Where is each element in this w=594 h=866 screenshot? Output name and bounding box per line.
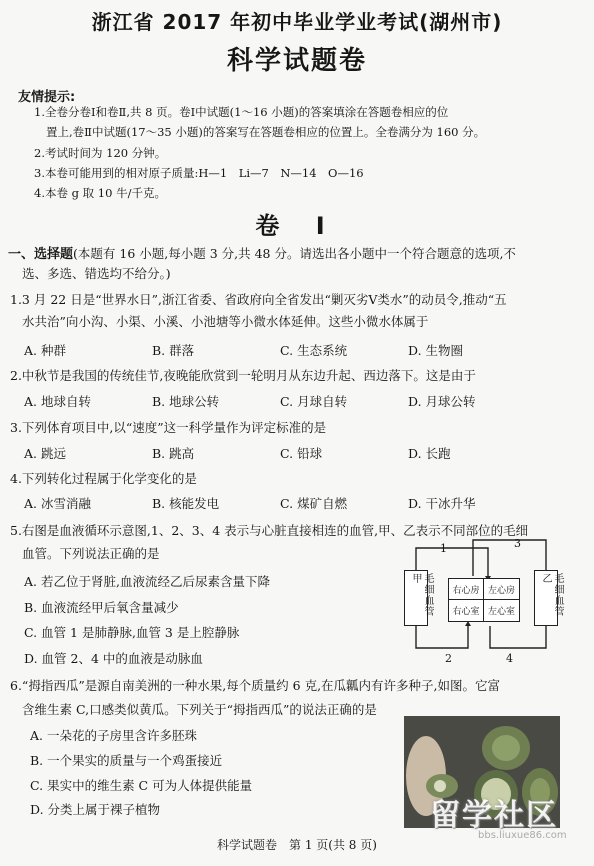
capillary-jia-box — [404, 570, 433, 626]
vessel-label-2: 2 — [445, 652, 452, 665]
capillary-jia-label: 毛细血管甲 — [410, 573, 433, 617]
capillary-yi-label: 毛细血管乙 — [540, 573, 563, 617]
tips-line: 1.全卷分卷Ⅰ和卷Ⅱ,共 8 页。卷Ⅰ中试题(1～16 小题)的答案填涂在答题卷相应的位 — [34, 105, 449, 119]
exam-title: 浙江省 2017 年初中毕业学业考试(湖州市) — [91, 10, 503, 34]
vessel-label-4: 4 — [506, 652, 513, 665]
volume-title: 卷 Ⅰ — [255, 212, 339, 240]
question-6-option-c: C. 果实中的维生素 C 可为人体提供能量 — [30, 778, 253, 793]
section-heading: 一、选择题 — [8, 247, 74, 262]
tips-line: 置上,卷Ⅱ中试题(17～35 小题)的答案写在答题卷相应的位置上。全卷满分为 160 分。 — [46, 125, 486, 139]
question-4-option-a: A. 冰雪消融 — [24, 496, 91, 511]
question-2-option-d: D. 月球公转 — [408, 394, 476, 409]
question-1-line: 1.3 月 22 日是“世界水日”,浙江省委、省政府向全省发出“剿灭劣Ⅴ类水”的动员令,推动“五 — [10, 292, 507, 307]
question-4-option-b: B. 核能发电 — [152, 496, 220, 511]
tips-line: 3.本卷可能用到的相对原子质量:H—1 Li—7 N—14 O—16 — [34, 166, 364, 180]
left-atrium: 左心房 — [484, 579, 519, 600]
heart-chambers — [448, 578, 520, 622]
page-footer: 科学试题卷 第 1 页(共 8 页) — [217, 838, 377, 852]
right-atrium: 右心房 — [449, 579, 484, 600]
watermark-logo: 留学社区 — [430, 798, 558, 833]
question-3-line: 3.下列体育项目中,以“速度”这一科学量作为评定标准的是 — [10, 420, 327, 435]
question-2-option-b: B. 地球公转 — [152, 394, 220, 409]
question-3-option-b: B. 跳高 — [152, 446, 195, 461]
section-intro-line: 选、多选、错选均不给分。) — [22, 266, 171, 281]
exam-subtitle: 科学试题卷 — [226, 46, 367, 76]
tips-line: 2.考试时间为 120 分钟。 — [34, 146, 167, 160]
question-2-option-c: C. 月球自转 — [280, 394, 348, 409]
section-intro — [8, 243, 516, 262]
left-ventricle: 左心室 — [487, 607, 515, 617]
tips-line: 4.本卷 g 取 10 牛/千克。 — [34, 186, 166, 200]
question-4-option-d: D. 干冰升华 — [408, 496, 476, 511]
question-3-option-d: D. 长跑 — [408, 446, 451, 461]
question-4-option-c: C. 煤矿自燃 — [280, 496, 348, 511]
question-5-option-d: D. 血管 2、4 中的血液是动脉血 — [24, 651, 203, 666]
tips-heading: 友情提示: — [18, 90, 76, 105]
section-intro-line: (本题有 16 小题,每小题 3 分,共 48 分。请选出各小题中一个符合题意的选项,不 — [73, 246, 516, 261]
watermark-url: bbs.liuxue86.com — [478, 830, 567, 841]
question-6-option-a: A. 一朵花的子房里含许多胚珠 — [30, 728, 197, 743]
question-1-option-b: B. 群落 — [152, 343, 195, 358]
right-ventricle: 右心室 — [449, 600, 484, 621]
question-3-option-c: C. 铅球 — [280, 446, 323, 461]
question-4-line: 4.下列转化过程属于化学变化的是 — [10, 471, 197, 486]
capillary-yi-box — [534, 570, 563, 626]
question-5-line: 血管。下列说法正确的是 — [22, 546, 160, 561]
vessel-label-1: 1 — [440, 542, 447, 555]
question-5-line: 5.右图是血液循环示意图,1、2、3、4 表示与心脏直接相连的血管,甲、乙表示不同部位的毛细 — [10, 523, 529, 538]
question-5-option-b: B. 血液流经甲后氧含量减少 — [24, 600, 179, 615]
question-6-option-d: D. 分类上属于裸子植物 — [30, 802, 161, 817]
question-6-line: 含维生素 C,口感类似黄瓜。下列关于“拇指西瓜”的说法正确的是 — [22, 702, 377, 717]
question-3-option-a: A. 跳远 — [24, 446, 66, 461]
question-1-option-d: D. 生物圈 — [408, 343, 464, 358]
question-1-option-a: A. 种群 — [24, 343, 66, 358]
question-6-option-b: B. 一个果实的质量与一个鸡蛋接近 — [30, 753, 223, 768]
vessel-label-3: 3 — [514, 537, 521, 550]
question-1-line: 水共治”向小沟、小渠、小溪、小池塘等小微水体延伸。这些小微水体属于 — [22, 314, 429, 329]
question-5-option-a: A. 若乙位于肾脏,血液流经乙后尿素含量下降 — [24, 574, 270, 589]
question-2-option-a: A. 地球自转 — [24, 394, 91, 409]
question-6-line: 6.“拇指西瓜”是源自南美洲的一种水果,每个质量约 6 克,在瓜瓤内有许多种子,如图。它富 — [10, 678, 501, 693]
question-2-line: 2.中秋节是我国的传统佳节,夜晚能欣赏到一轮明月从东边升起、西边落下。这是由于 — [10, 368, 476, 383]
question-1-option-c: C. 生态系统 — [280, 343, 348, 358]
question-5-option-c: C. 血管 1 是肺静脉,血管 3 是上腔静脉 — [24, 625, 240, 640]
